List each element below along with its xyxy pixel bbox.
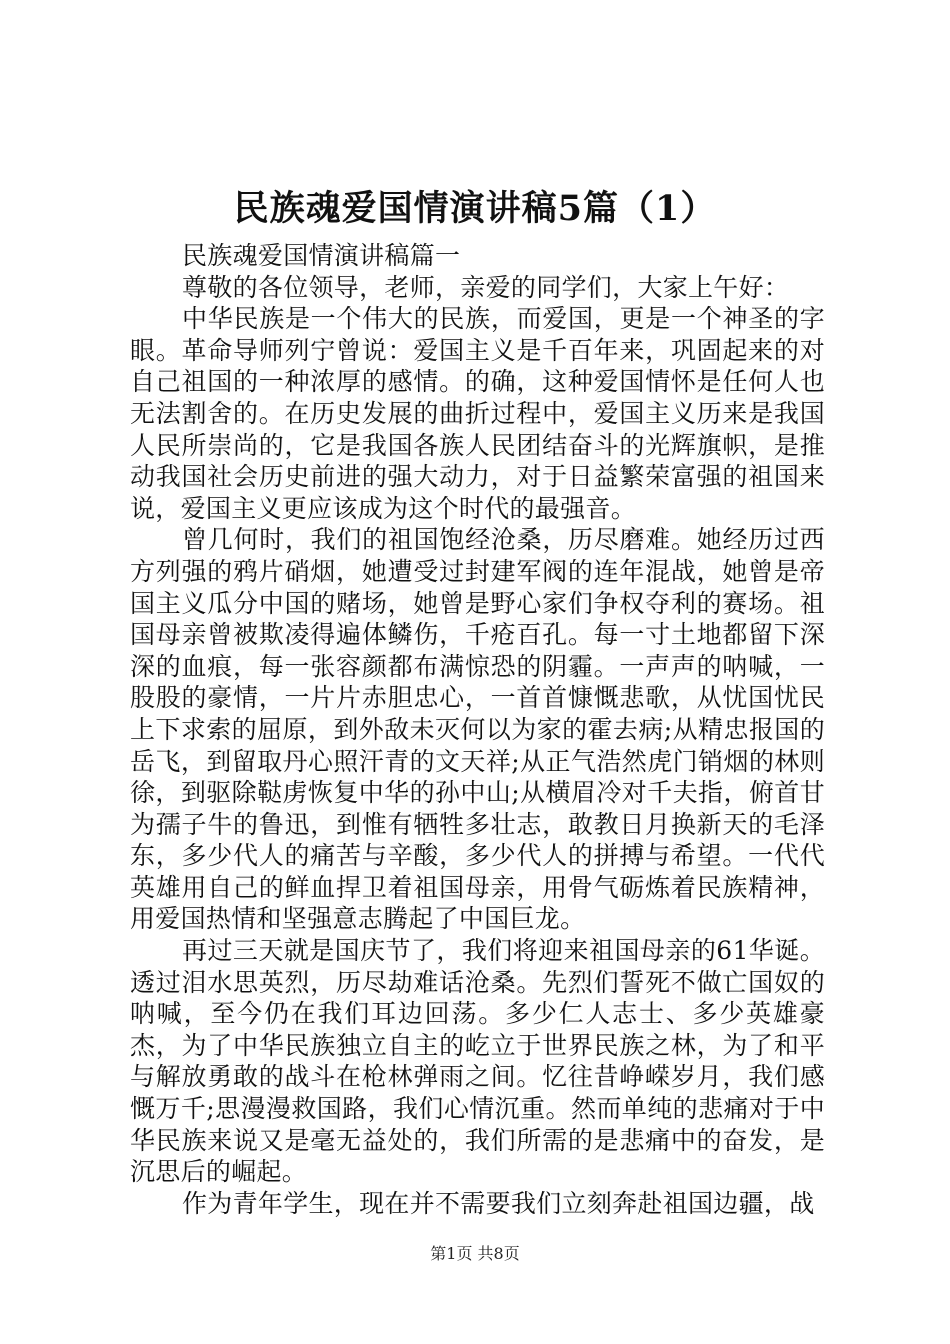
document-title: 民族魂爱国情演讲稿5篇（1） <box>233 188 717 229</box>
page-footer: 第1页 共8页 <box>430 1244 520 1263</box>
body-paragraph: 中华民族是一个伟大的民族，而爱国，更是一个神圣的字眼。革命导师列宁曾说：爱国主义是千百年来，巩固起来的对自己祖国的一种浓厚的感情。的确，这种爱国情怀是任何人也无法割舍的。在历史发展的曲折过程中，爱国主义历来是我国人民所崇尚的，它是我国各族人民团结奋斗的光辉旗帜，是推动我国社会历史前进的强大动力，对于日益繁荣富强的祖国来说，爱国主义更应该成为这个时代的最强音。 <box>130 304 825 523</box>
document-body <box>130 240 825 1219</box>
body-paragraph: 曾几何时，我们的祖国饱经沧桑，历尽磨难。她经历过西方列强的鸦片硝烟，她遭受过封建军阀的连年混战，她曾是帝国主义瓜分中国的赌场，她曾是野心家们争权夺利的赛场。祖国母亲曾被欺凌得遍体鳞伤，千疮百孔。每一寸土地都留下深深的血痕，每一张容颜都布满惊恐的阴霾。一声声的呐喊，一股股的豪情，一片片赤胆忠心，一首首慷慨悲歌，从忧国忧民上下求索的屈原，到外敌未灭何以为家的霍去病;从精忠报国的岳飞，到留取丹心照汗青的文天祥;从正气浩然虎门销烟的林则徐，到驱除鞑虏恢复中华的孙中山;从横眉冷对千夫指，俯首甘为孺子牛的鲁迅，到惟有牺牲多壮志，敢教日月换新天的毛泽东，多少代人的痛苦与辛酸，多少代人的拼搏与希望。一代代英雄用自己的鲜血捍卫着祖国母亲，用骨气砺炼着民族精神，用爱国热情和坚强意志腾起了中国巨龙。 <box>130 525 825 934</box>
salutation-paragraph: 尊敬的各位领导，老师，亲爱的同学们，大家上午好： <box>182 272 790 302</box>
body-paragraph: 作为青年学生，现在并不需要我们立刻奔赴祖国边疆，战 <box>182 1188 815 1218</box>
section-heading: 民族魂爱国情演讲稿篇一 <box>182 241 461 270</box>
body-paragraph: 再过三天就是国庆节了，我们将迎来祖国母亲的61华诞。透过泪水思英烈，历尽劫难话沧桑。先烈们誓死不做亡国奴的呐喊，至今仍在我们耳边回荡。多少仁人志士、多少英雄豪杰，为了中华民族独立自主的屹立于世界民族之林，为了和平与解放勇敢的战斗在枪林弹雨之间。忆往昔峥嵘岁月，我们感慨万千;思漫漫救国路，我们心情沉重。然而单纯的悲痛对于中华民族来说又是毫无益处的，我们所需的是悲痛中的奋发，是沉思后的崛起。 <box>130 936 825 1187</box>
